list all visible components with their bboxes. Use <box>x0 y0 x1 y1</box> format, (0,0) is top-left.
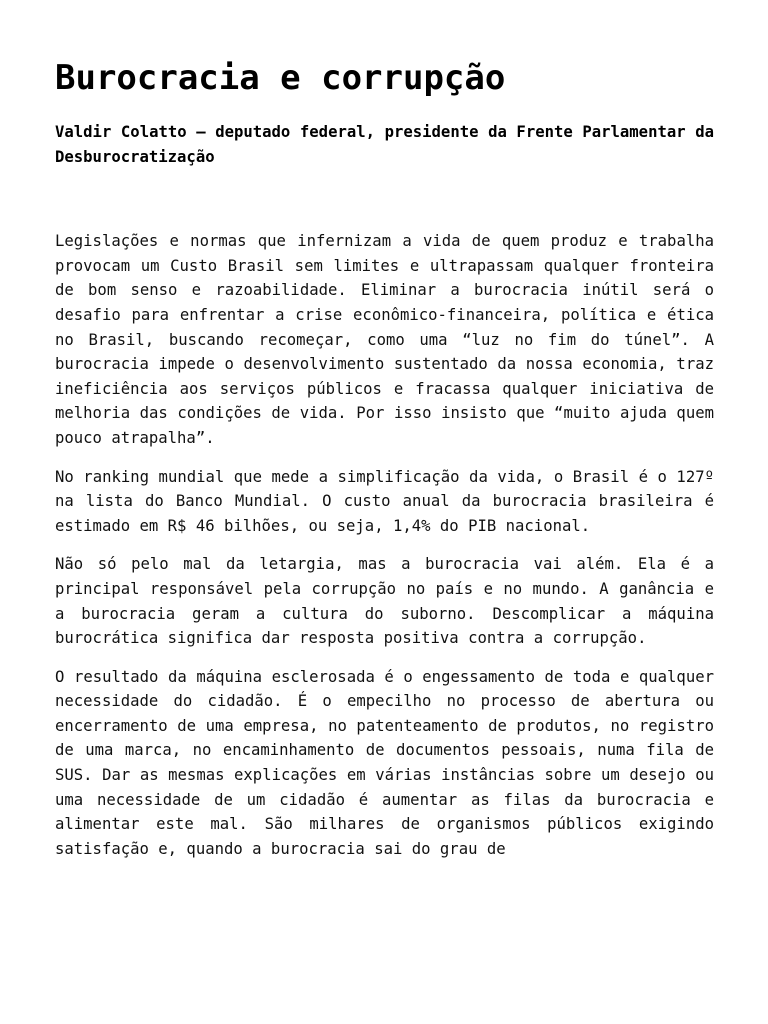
paragraph: No ranking mundial que mede a simplificação da vida, o Brasil é o 127º na lista do Banco Mundial. O custo anual da burocracia brasileira é estimado em R$ 46 bilhões, ou seja, 1,4% do PIB nacional. <box>55 467 714 535</box>
document-title: Burocracia e corrupção <box>55 58 506 98</box>
paragraph: O resultado da máquina esclerosada é o engessamento de toda e qualquer necessidade do cidadão. É o empecilho no processo de abertura ou encerramento de uma empresa, no patenteamento de produtos, no registro de uma marca, no encaminhamento de documentos pessoais, numa fila de SUS. Dar as mesmas explicações em várias instâncias sobre um desejo ou uma necessidade de um cidadão é aumentar as filas da burocracia e alimentar este mal. São milhares de organismos públicos exigindo satisfação e, quando a burocracia sai do grau de <box>55 667 714 858</box>
author-byline: Valdir Colatto – deputado federal, presidente da Frente Parlamentar da Desburocratização <box>55 123 714 166</box>
article-body <box>55 229 714 861</box>
document-page <box>55 58 714 875</box>
paragraph: Legislações e normas que infernizam a vida de quem produz e trabalha provocam um Custo Brasil sem limites e ultrapassam qualquer fronteira de bom senso e razoabilidade. Eliminar a burocracia inútil será o desafio para enfrentar a crise econômico-financeira, política e ética no Brasil, buscando recomeçar, como uma “luz no fim do túnel”. A burocracia impede o desenvolvimento sustentado da nossa economia, traz ineficiência aos serviços públicos e fracassa qualquer iniciativa de melhoria das condições de vida. Por isso insisto que “muito ajuda quem pouco atrapalha”. <box>55 232 714 447</box>
paragraph: Não só pelo mal da letargia, mas a burocracia vai além. Ela é a principal responsável pela corrupção no país e no mundo. A ganância e a burocracia geram a cultura do suborno. Descomplicar a máquina burocrática significa dar resposta positiva contra a corrupção. <box>55 555 714 648</box>
